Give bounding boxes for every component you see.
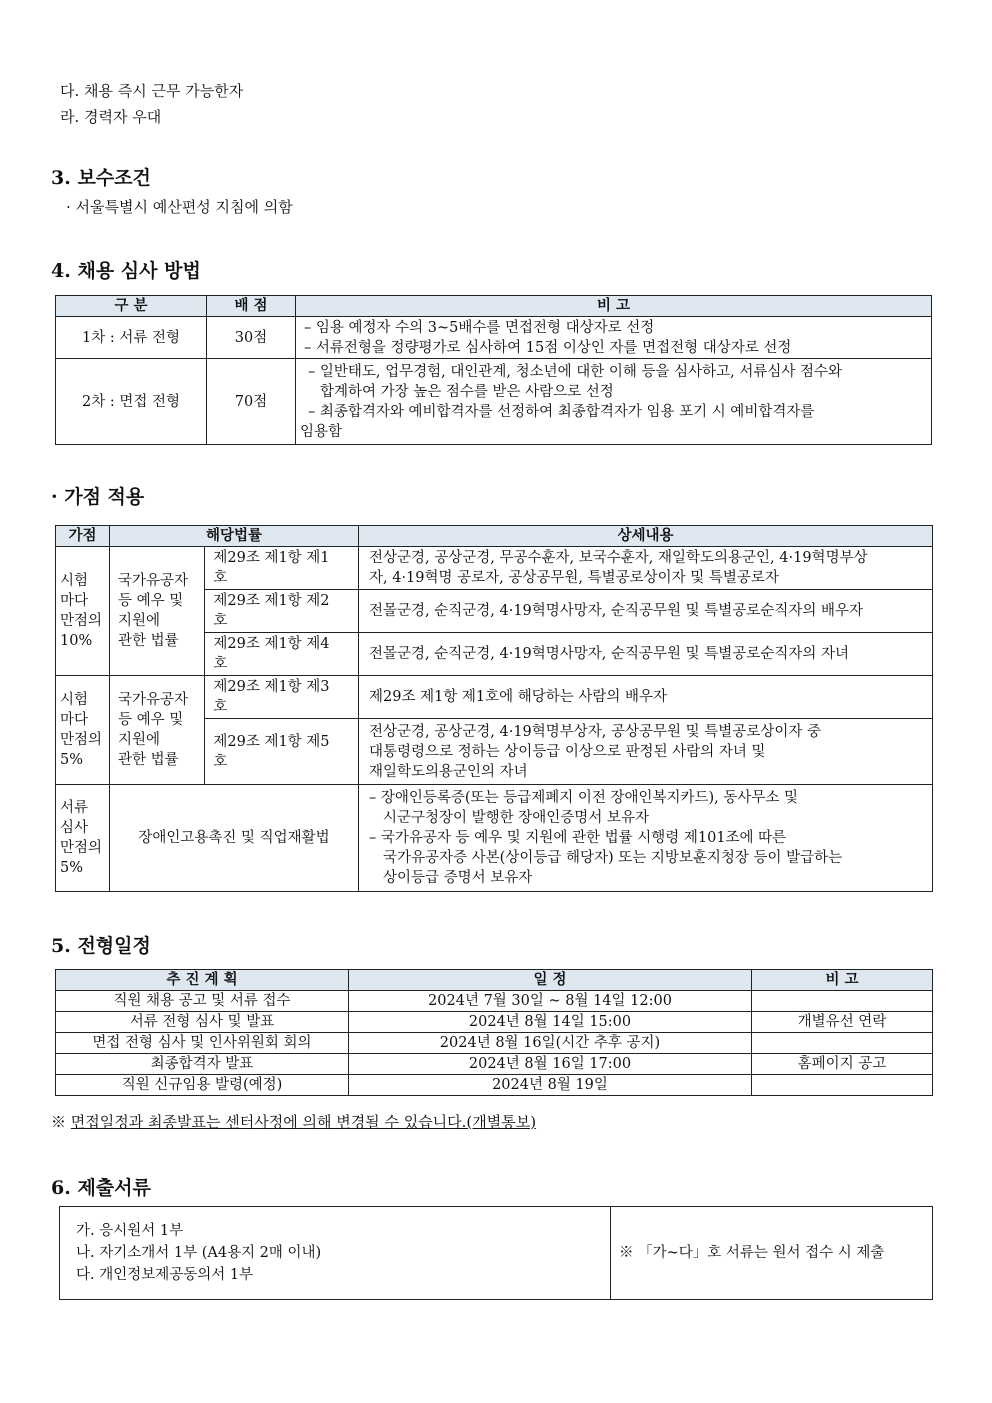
- date-cell: 2024년 8월 16일 17:00: [349, 1054, 752, 1075]
- bonus-label: 시험 마다 만점의 10%: [56, 547, 110, 676]
- col-header-notes: 비 고: [296, 296, 932, 317]
- footnote-text: 면접일정과 최종발표는 센터사정에 의해 변경될 수 있습니다.(개별통보): [70, 1113, 537, 1131]
- detail-cell: 전몰군경, 순직군경, 4·19혁명사망자, 순직공무원 및 특별공로순직자의 자녀: [359, 633, 933, 676]
- stage-cell: 2차 : 면접 전형: [56, 359, 207, 445]
- col-header-note: 비 고: [752, 970, 933, 991]
- table-row: [56, 1075, 933, 1096]
- score-cell: 30점: [207, 317, 296, 359]
- notes-cell: – 임용 예정자 수의 3~5배수를 면접전형 대상자로 선정 – 서류전형을 정량평가로 심사하여 15점 이상인 자를 면접전형 대상자로 선정: [296, 317, 932, 359]
- law-name: 국가유공자 등 예우 및 지원에 관한 법률: [110, 676, 205, 785]
- plan-cell: 최종합격자 발표: [56, 1054, 349, 1075]
- law-name: 장애인고용촉진 및 직업재활법: [110, 785, 359, 892]
- col-header-plan: 추 진 계 획: [56, 970, 349, 991]
- plan-cell: 직원 채용 공고 및 서류 접수: [56, 991, 349, 1012]
- section-title-screening: 4. 채용 심사 방법: [51, 260, 201, 282]
- documents-table: [59, 1206, 933, 1300]
- clause-cell: 제29조 제1항 제5 호: [205, 719, 359, 785]
- note-cell: [752, 1075, 933, 1096]
- table-row: [56, 785, 933, 892]
- screening-table: [55, 295, 932, 445]
- detail-cell: – 장애인등록증(또는 등급제폐지 이전 장애인복지카드), 동사무소 및 시군구청장이 발행한 장애인증명서 보유자 – 국가유공자 등 예우 및 지원에 관한 법률 시행령 제101조에 따른 국가유공자증 사본(상이등급 해당자) 또는 지방보훈지청장 등이 발급하는 상이등급 증명서 보유자: [359, 785, 933, 892]
- section-title-bonus: · 가점 적용: [51, 486, 145, 508]
- table-row: [56, 1033, 933, 1054]
- col-header-score: 배 점: [207, 296, 296, 317]
- plan-cell: 직원 신규임용 발령(예정): [56, 1075, 349, 1096]
- table-row: [56, 317, 932, 359]
- score-cell: 70점: [207, 359, 296, 445]
- table-row: [56, 547, 933, 590]
- bonus-label: 서류 심사 만점의 5%: [56, 785, 110, 892]
- section-title-schedule: 5. 전형일정: [51, 935, 151, 957]
- note-cell: 개별유선 연락: [752, 1012, 933, 1033]
- detail-cell: 전상군경, 공상군경, 무공수훈자, 보국수훈자, 재일학도의용군인, 4·19혁명부상 자, 4·19혁명 공로자, 공상공무원, 특별공로상이자 및 특별공로자: [359, 547, 933, 590]
- list-item-ra: 라. 경력자 우대: [60, 108, 162, 126]
- col-header-detail: 상세내용: [359, 526, 933, 547]
- section-title-salary: 3. 보수조건: [51, 167, 151, 189]
- detail-cell: 전몰군경, 순직군경, 4·19혁명사망자, 순직공무원 및 특별공로순직자의 배우자: [359, 590, 933, 633]
- note-cell: [752, 1033, 933, 1054]
- salary-item: · 서울특별시 예산편성 지침에 의함: [66, 198, 293, 216]
- detail-cell: 전상군경, 공상군경, 4·19혁명부상자, 공상공무원 및 특별공로상이자 중 대통령령으로 정하는 상이등급 이상으로 판정된 사람의 자녀 및 재일학도의용군인의 자녀: [359, 719, 933, 785]
- clause-cell: 제29조 제1항 제2 호: [205, 590, 359, 633]
- date-cell: 2024년 8월 19일: [349, 1075, 752, 1096]
- schedule-table: [55, 969, 933, 1096]
- section-title-documents: 6. 제출서류: [51, 1177, 151, 1199]
- clause-cell: 제29조 제1항 제4 호: [205, 633, 359, 676]
- col-header-law: 해당법률: [110, 526, 359, 547]
- list-item: 나. 자기소개서 1부 (A4용지 2매 이내): [76, 1245, 322, 1261]
- col-header-date: 일 정: [349, 970, 752, 991]
- note-cell: [752, 991, 933, 1012]
- notes-cell: – 일반태도, 업무경험, 대인관계, 청소년에 대한 이해 등을 심사하고, 서류심사 점수와 합계하여 가장 높은 점수를 받은 사람으로 선정 – 최종합격자와 예비합격자를 선정하여 최종합격자가 임용 포기 시 예비합격자를 임용함: [296, 359, 932, 445]
- detail-cell: 제29조 제1항 제1호에 해당하는 사람의 배우자: [359, 676, 933, 719]
- date-cell: 2024년 8월 14일 15:00: [349, 1012, 752, 1033]
- stage-cell: 1차 : 서류 전형: [56, 317, 207, 359]
- table-row: [56, 676, 933, 719]
- bonus-table: [55, 525, 933, 892]
- date-cell: 2024년 8월 16일(시간 추후 공지): [349, 1033, 752, 1054]
- plan-cell: 면접 전형 심사 및 인사위원회 회의: [56, 1033, 349, 1054]
- col-header-stage: 구 분: [56, 296, 207, 317]
- list-item: 다. 개인정보제공동의서 1부: [76, 1267, 254, 1283]
- documents-list: [60, 1207, 611, 1300]
- schedule-footnote: [51, 1111, 536, 1132]
- table-row: [56, 1012, 933, 1033]
- table-row: [56, 359, 932, 445]
- table-row: [56, 1054, 933, 1075]
- date-cell: 2024년 7월 30일 ~ 8월 14일 12:00: [349, 991, 752, 1012]
- reference-mark-icon: ※: [51, 1113, 67, 1131]
- col-header-bonus: 가점: [56, 526, 110, 547]
- law-name: 국가유공자 등 예우 및 지원에 관한 법률: [110, 547, 205, 676]
- documents-note: ※ 「가~다」호 서류는 원서 접수 시 제출: [611, 1207, 933, 1300]
- table-row: [56, 991, 933, 1012]
- note-cell: 홈페이지 공고: [752, 1054, 933, 1075]
- clause-cell: 제29조 제1항 제1 호: [205, 547, 359, 590]
- plan-cell: 서류 전형 심사 및 발표: [56, 1012, 349, 1033]
- list-item-da: 다. 채용 즉시 근무 가능한자: [60, 82, 244, 100]
- bonus-label: 시험 마다 만점의 5%: [56, 676, 110, 785]
- list-item: 가. 응시원서 1부: [76, 1223, 184, 1239]
- clause-cell: 제29조 제1항 제3 호: [205, 676, 359, 719]
